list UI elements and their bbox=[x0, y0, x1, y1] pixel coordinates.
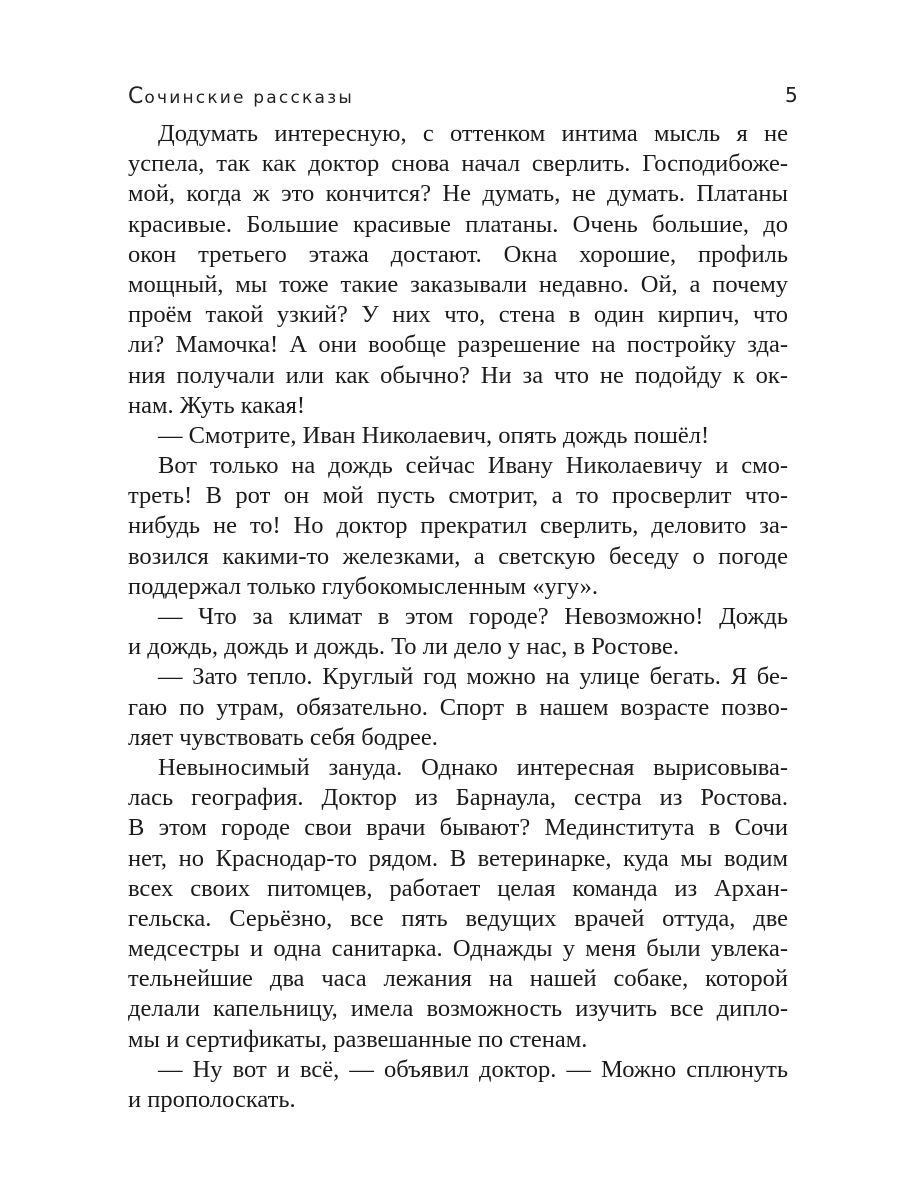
text-line: мощный, мы тоже такие заказывали недавно. Ой, а почему bbox=[128, 270, 788, 298]
running-title bbox=[128, 84, 354, 109]
text-line: треть! В рот он мой пусть смотрит, а то просверлит что- bbox=[128, 482, 788, 510]
text-line: проём такой узкий? У них что, стена в один кирпич, что bbox=[128, 301, 788, 329]
paragraph bbox=[128, 451, 788, 602]
text-line: В этом городе свои врачи бывают? Мединститута в Сочи bbox=[128, 814, 788, 842]
body-text bbox=[128, 119, 788, 1115]
text-line: лась география. Доктор из Барнаула, сестра из Ростова. bbox=[128, 784, 788, 812]
paragraph bbox=[128, 421, 788, 451]
text-line: ли? Мамочка! А они вообще разрешение на постройку зда- bbox=[128, 331, 788, 359]
text-line: делали капельницу, имела возможность изучить все дипло- bbox=[128, 995, 788, 1023]
paragraph bbox=[128, 753, 788, 1055]
text-line: нет, но Краснодар-то рядом. В ветеринарке, куда мы водим bbox=[128, 844, 788, 872]
paragraph bbox=[128, 662, 788, 753]
page-number: 5 bbox=[785, 83, 798, 107]
running-title-rest: очинские рассказы bbox=[144, 88, 354, 108]
text-line: поддержал только глубокомысленным «угу». bbox=[128, 572, 598, 600]
text-line: Невыносимый зануда. Однако интересная вырисовыва- bbox=[158, 753, 788, 781]
text-line: успела, так как доктор снова начал сверлить. Господибоже- bbox=[128, 150, 788, 178]
running-title-initial: С bbox=[128, 84, 145, 109]
text-line: возился какими-то железками, а светскую беседу о погоде bbox=[128, 542, 788, 570]
text-line: окон третьего этажа достают. Окна хорошие, профиль bbox=[128, 240, 788, 268]
text-line: нибудь не то! Но доктор прекратил сверлить, деловито за- bbox=[128, 512, 788, 540]
text-line: красивые. Большие красивые платаны. Очень большие, до bbox=[128, 210, 788, 238]
text-line: Вот только на дождь сейчас Ивану Николаевичу и смо- bbox=[158, 452, 788, 480]
text-line: мы и сертификаты, развешанные по стенам. bbox=[128, 1025, 588, 1053]
text-line: нам. Жуть какая! bbox=[128, 391, 305, 419]
text-line: и прополоскать. bbox=[128, 1086, 296, 1113]
text-line: — Зато тепло. Круглый год можно на улице бегать. Я бе- bbox=[158, 663, 788, 691]
text-line: всех своих питомцев, работает целая команда из Архан- bbox=[128, 874, 788, 902]
text-line: — Ну вот и всё, — объявил доктор. — Можно сплюнуть bbox=[158, 1055, 788, 1083]
text-line: гаю по утрам, обязательно. Спорт в нашем возрасте позво- bbox=[128, 693, 788, 721]
text-line: — Что за климат в этом городе? Невозможно! Дождь bbox=[158, 603, 788, 630]
text-line: и дождь, дождь и дождь. То ли дело у нас, в Ростове. bbox=[128, 633, 679, 661]
text-line: Додумать интересную, с оттенком интима мысль я не bbox=[158, 120, 788, 147]
text-line: мой, когда ж это кончится? Не думать, не думать. Платаны bbox=[128, 180, 788, 208]
text-line: — Смотрите, Иван Николаевич, опять дождь пошёл! bbox=[158, 421, 710, 449]
paragraph bbox=[128, 1055, 788, 1115]
paragraph bbox=[128, 602, 788, 662]
paragraph bbox=[128, 119, 788, 421]
text-line: медсестры и одна санитарка. Однажды у меня были увлека- bbox=[128, 935, 788, 963]
text-line: ляет чувствовать себя бодрее. bbox=[128, 723, 438, 751]
text-line: гельска. Серьёзно, все пять ведущих врачей оттуда, две bbox=[128, 904, 788, 932]
text-line: тельнейшие два часа лежания на нашей собаке, которой bbox=[128, 965, 788, 993]
text-line: ния получали или как обычно? Ни за что не подойду к ок- bbox=[128, 361, 788, 389]
